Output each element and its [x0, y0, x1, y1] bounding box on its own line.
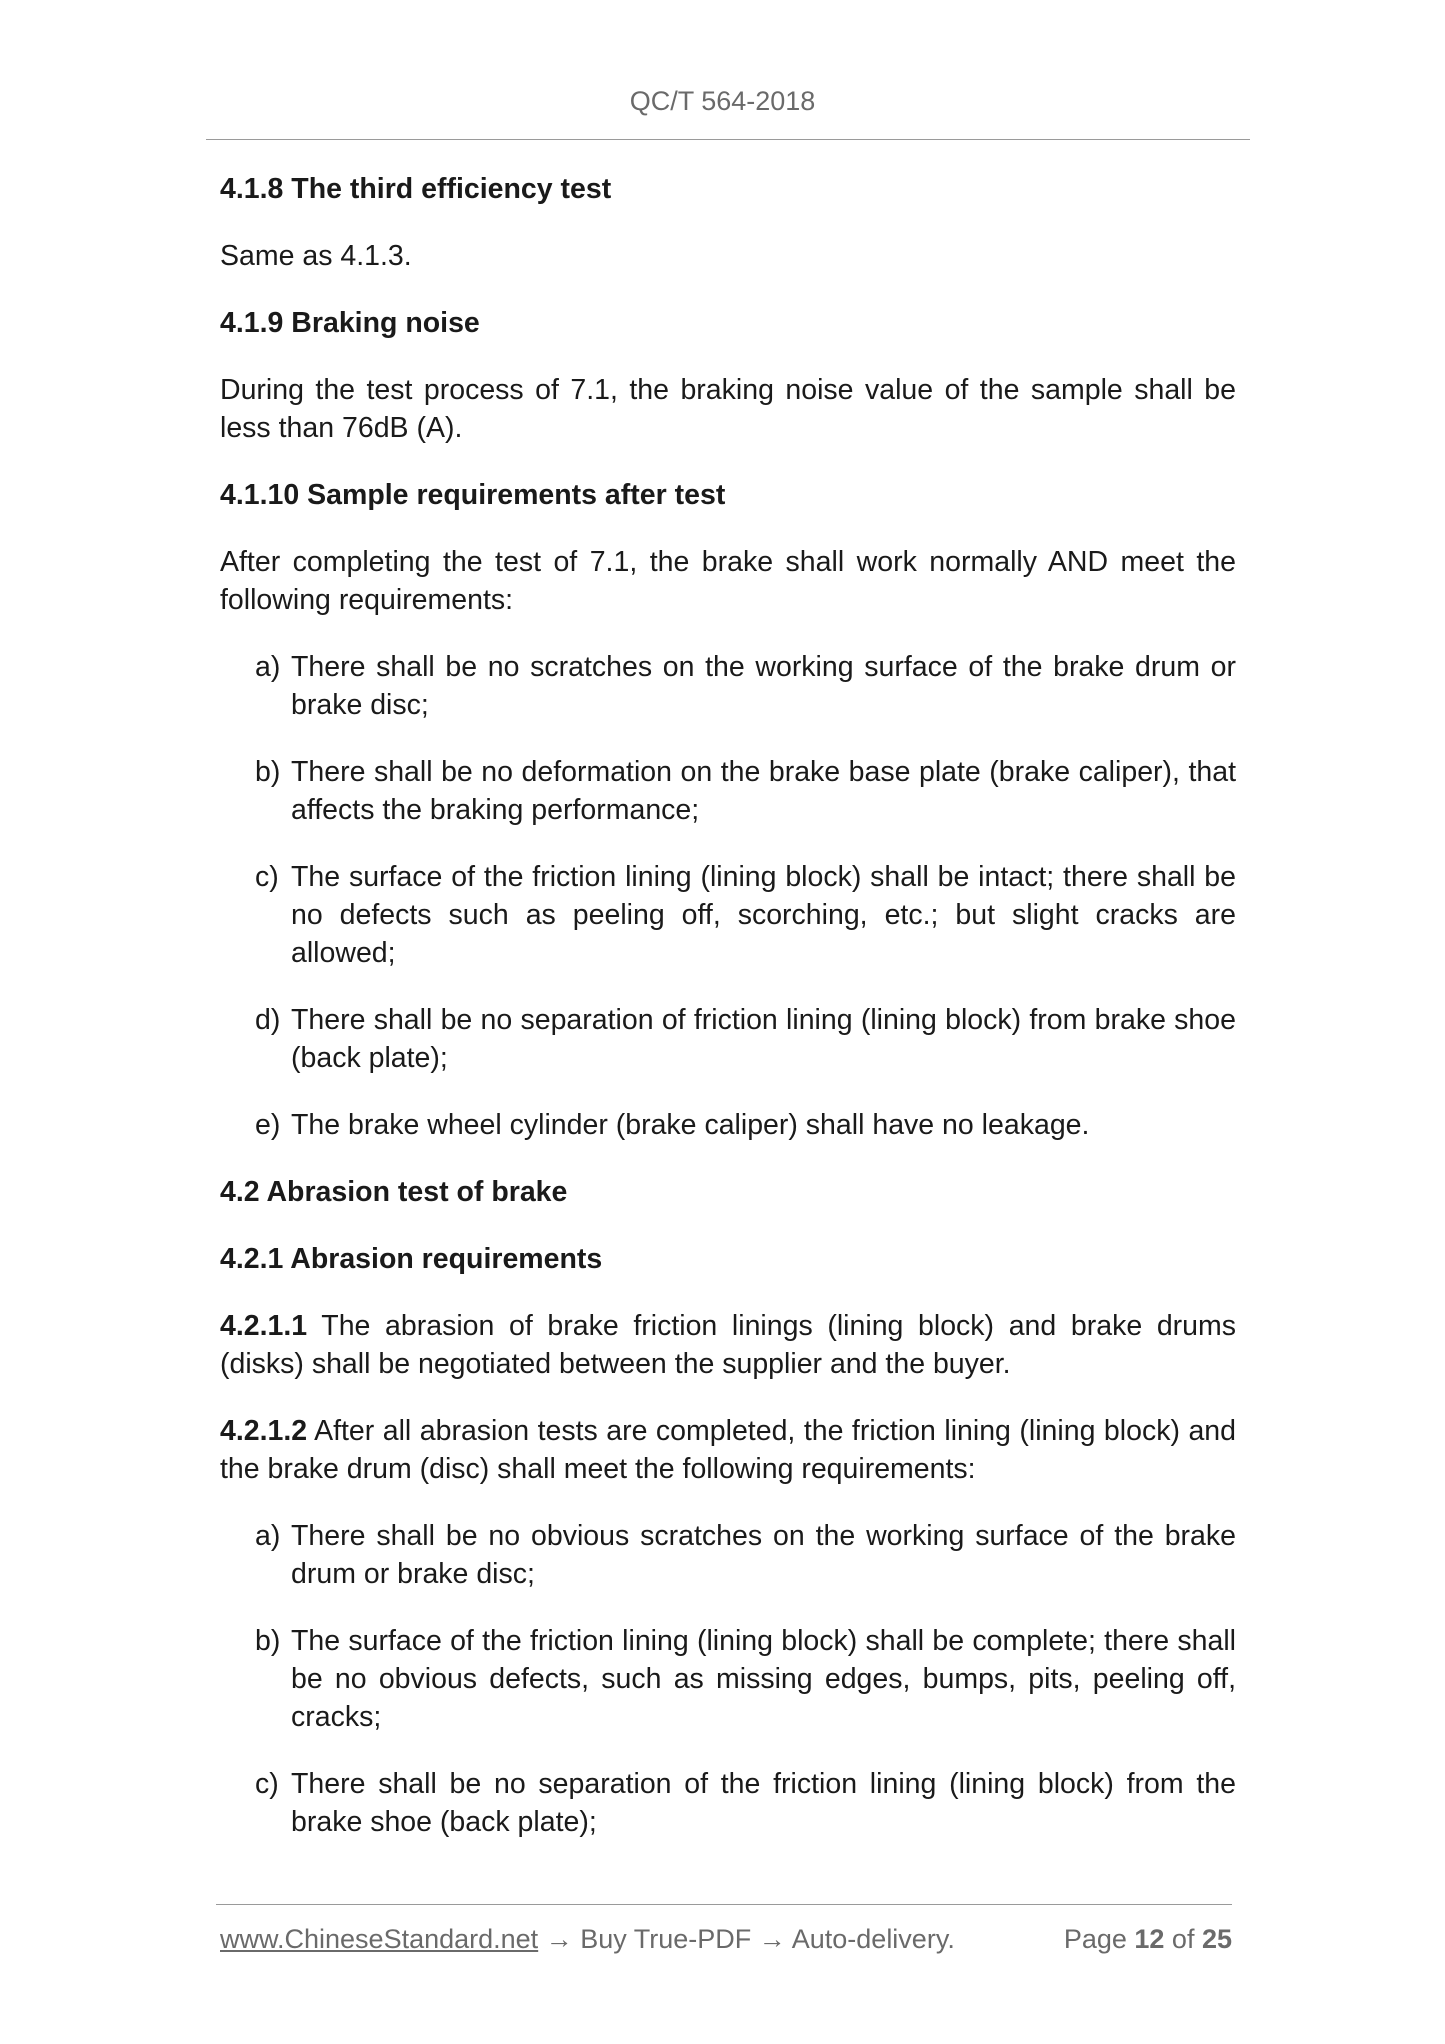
footer-promo	[220, 1924, 955, 1955]
section-4-2-title: 4.2 Abrasion test of brake	[220, 1176, 568, 1208]
list-item-text: There shall be no scratches on the working surface of the brake drum or brake disc;	[291, 651, 1236, 721]
list-item	[255, 1106, 1236, 1144]
list-item-text: There shall be no deformation on the brake base plate (brake caliper), that affects the braking performance;	[291, 756, 1236, 826]
list-item	[255, 1001, 1236, 1077]
section-4-2-1-title: 4.2.1 Abrasion requirements	[220, 1243, 603, 1275]
list-item	[255, 858, 1236, 972]
page-number	[1064, 1924, 1232, 1955]
clause-number: 4.2.1.1	[220, 1310, 308, 1342]
list-item	[255, 1517, 1236, 1593]
current-page: 12	[1134, 1924, 1165, 1954]
list-item-label: c)	[255, 1768, 279, 1800]
website-link[interactable]: www.ChineseStandard.net	[220, 1924, 539, 1954]
list-item-text: The surface of the friction lining (lining block) shall be intact; there shall be no defects such as peeling off, scorching, etc.; but slight cracks are allowed;	[291, 861, 1236, 969]
section-4-1-8-title: 4.1.8 The third efficiency test	[220, 173, 612, 205]
document-code-header: QC/T 564-2018	[629, 86, 816, 116]
section-4-1-9-text: During the test process of 7.1, the braking noise value of the sample shall be less than 76dB (A).	[220, 374, 1236, 444]
list-item	[255, 1765, 1236, 1841]
clause-text: After all abrasion tests are completed, the friction lining (lining block) and the brake drum (disc) shall meet the following requirements:	[220, 1415, 1236, 1485]
section-4-1-10-text: After completing the test of 7.1, the brake shall work normally AND meet the following requirements:	[220, 546, 1236, 616]
list-item-label: b)	[255, 1625, 281, 1657]
list-item-text: There shall be no obvious scratches on the working surface of the brake drum or brake disc;	[291, 1520, 1236, 1590]
list-item-label: e)	[255, 1109, 281, 1141]
page-of-label: of	[1164, 1924, 1202, 1954]
header-divider	[206, 139, 1250, 140]
list-item-label: a)	[255, 651, 281, 683]
section-4-2-1-2-paragraph	[220, 1412, 1236, 1488]
list-item-label: c)	[255, 861, 279, 893]
list-item-text: There shall be no separation of the friction lining (lining block) from the brake shoe (back plate);	[291, 1768, 1236, 1838]
footer-divider	[216, 1904, 1232, 1905]
section-4-1-9-title: 4.1.9 Braking noise	[220, 307, 480, 339]
page-content	[220, 170, 1236, 1870]
list-item-label: d)	[255, 1004, 281, 1036]
section-4-1-10-title: 4.1.10 Sample requirements after test	[220, 479, 726, 511]
list-item	[255, 1622, 1236, 1736]
list-item-label: b)	[255, 756, 281, 788]
section-4-1-8-text: Same as 4.1.3.	[220, 240, 412, 272]
list-item-label: a)	[255, 1520, 281, 1552]
clause-number: 4.2.1.2	[220, 1415, 308, 1447]
page-label: Page	[1063, 1924, 1135, 1954]
page-footer	[220, 1924, 1232, 1955]
list-item-text: The surface of the friction lining (lining block) shall be complete; there shall be no obvious defects, such as missing edges, bumps, pits, peeling off, cracks;	[291, 1625, 1236, 1733]
list-item-text: There shall be no separation of friction lining (lining block) from brake shoe (back plate);	[291, 1004, 1236, 1074]
list-item	[255, 753, 1236, 829]
list-item-text: The brake wheel cylinder (brake caliper) shall have no leakage.	[291, 1109, 1090, 1141]
footer-promo-text: → Buy True-PDF → Auto-delivery.	[538, 1924, 955, 1954]
list-item	[255, 648, 1236, 724]
total-pages: 25	[1201, 1924, 1232, 1954]
section-4-2-1-1-paragraph	[220, 1307, 1236, 1383]
clause-text: The abrasion of brake friction linings (lining block) and brake drums (disks) shall be negotiated between the supplier and the buyer.	[220, 1310, 1236, 1380]
